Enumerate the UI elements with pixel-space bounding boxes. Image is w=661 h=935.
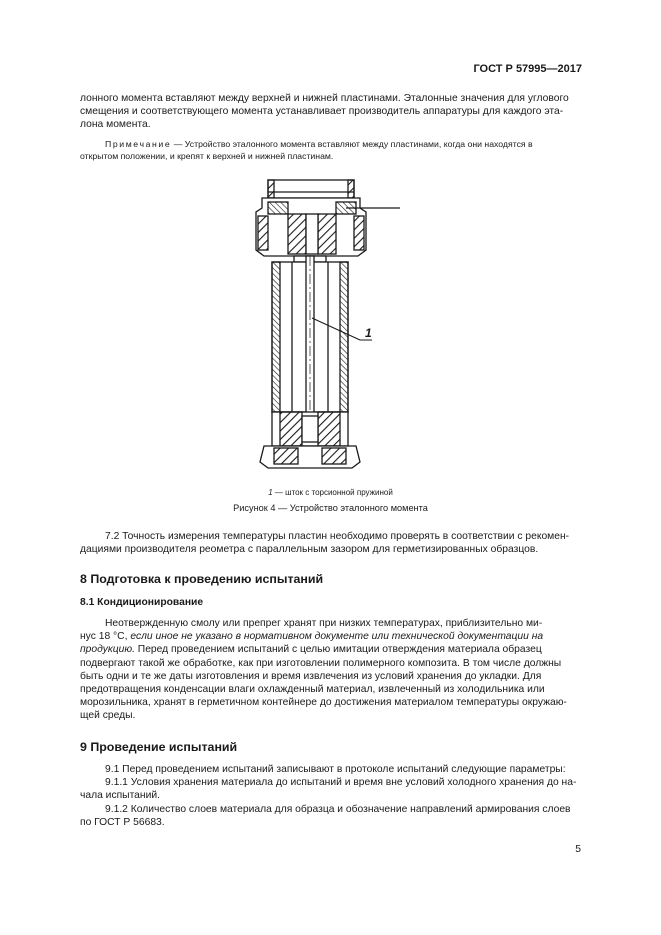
section-9-paragraph — [80, 763, 582, 829]
s8-line-2-normal: нус 18 °C, — [80, 631, 131, 643]
section-8-1-paragraph — [80, 617, 582, 723]
s8-line-4: подвергают такой же обработке, как при изготовлении полимерного композита. В том числе должны — [80, 657, 562, 669]
s8-line-2-italic: если иное не указано в нормативном документе или технической документации на — [130, 631, 544, 643]
section-9-title: 9 Проведение испытаний — [80, 740, 238, 754]
figure-callout-number: 1 — [365, 326, 372, 340]
note-paragraph — [80, 138, 582, 162]
s8-line-7: морозильника, хранят в герметичном контейнере до достижения материалом температуры окружаю- — [80, 697, 567, 709]
s9-line-3: чала испытаний. — [80, 790, 160, 802]
paragraph-7-2 — [80, 530, 582, 556]
section-8-title: 8 Подготовка к проведению испытаний — [80, 572, 324, 586]
s9-line-1: 9.1 Перед проведением испытаний записывают в протоколе испытаний следующие параметры: — [105, 764, 566, 775]
section-8-1-title: 8.1 Кондиционирование — [80, 597, 204, 608]
s8-line-3-normal: Перед проведением испытаний с целью имитации отверждения материала образец — [134, 644, 542, 656]
intro-line-1: лонного момента вставляют между верхней и нижней пластинами. Эталонные значения для углового — [80, 93, 569, 104]
legend-number: 1 — [268, 488, 273, 497]
figure-legend — [0, 488, 661, 497]
note-line-2: открытом положении, и крепят к верхней и нижней пластинам. — [80, 151, 334, 161]
s8-line-5: быть одни и те же даты изготовления и время извлечения из условий хранения до укладки. Для — [80, 670, 542, 682]
para-7-2-line-1: 7.2 Точность измерения температуры пластин необходимо проверять в соответствии с рекомен- — [105, 531, 570, 542]
s8-line-8: щей среды. — [80, 710, 136, 722]
s9-line-4: 9.1.2 Количество слоев материала для образца и обозначение направлений армирования слоев — [105, 803, 571, 815]
s8-line-3-italic: продукцию. — [80, 644, 135, 656]
intro-line-3: лона момента. — [80, 119, 151, 131]
note-label: Примечание — [105, 139, 172, 149]
reference-torque-device-drawing — [250, 172, 410, 477]
para-7-2-line-2: дациями производителя реометра с параллельным зазором для герметизированных образцов. — [80, 544, 539, 556]
figure-caption: Рисунок 4 — Устройство эталонного момента — [233, 503, 428, 513]
intro-paragraph — [80, 92, 582, 132]
intro-line-2: смещения и соответствующего момента устанавливает производитель аппаратуры для каждого эта- — [80, 106, 564, 118]
standard-header: ГОСТ Р 57995—2017 — [473, 63, 582, 75]
note-line-1: — Устройство эталонного момента вставляют между пластинами, когда они находятся в — [171, 139, 533, 149]
legend-text: — шток с торсионной пружиной — [272, 488, 393, 497]
s9-line-2: 9.1.1 Условия хранения материала до испытаний и время вне условий холодного хранения до на- — [105, 777, 577, 789]
s8-line-6: предотвращения конденсации влаги охлажденный материал, извлеченный из холодильника или — [80, 684, 545, 696]
page-number: 5 — [575, 844, 581, 855]
s8-line-1: Неотвержденную смолу или препрег хранят при низких температурах, приблизительно ми- — [105, 618, 543, 629]
s9-line-5: по ГОСТ Р 56683. — [80, 816, 165, 828]
